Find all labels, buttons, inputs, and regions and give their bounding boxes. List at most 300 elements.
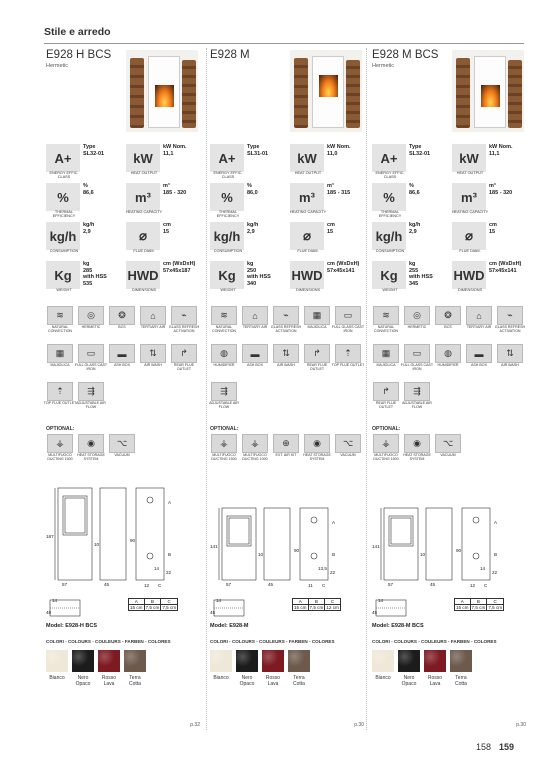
table-cell: 7,5 cm — [162, 605, 177, 610]
colour-swatch — [72, 650, 94, 672]
dimension-label: 90 — [130, 538, 136, 543]
spec-item — [46, 183, 122, 221]
feature-label: FULL GLASS CAST IRON — [400, 363, 434, 371]
feature-label: AIR WASH — [277, 363, 295, 367]
spec-value: kg 255 with HSS 345 — [409, 261, 433, 287]
dimension-label: 10 — [258, 552, 264, 557]
spec-item — [290, 261, 366, 299]
feature-item — [303, 344, 332, 374]
spec-caption: WEIGHT — [382, 288, 398, 292]
spec-value: kW Nom. 11,1 — [489, 144, 513, 157]
colour-name: Terra Cotta — [455, 675, 467, 687]
heating-capacity-icon: m³ — [126, 183, 160, 211]
spec-value: kg/h 2,9 — [83, 222, 95, 235]
dimension-label: 14 — [378, 598, 384, 603]
colour-name: Nero Opaco — [75, 675, 91, 687]
table-header: B — [144, 599, 161, 605]
feature-item — [272, 344, 301, 374]
table-cell: 12 cm — [326, 605, 339, 610]
dimension-label: B — [494, 552, 498, 557]
spec-caption: HEAT OUTPUT — [130, 171, 158, 175]
optional-item — [272, 434, 301, 464]
table-header: B — [308, 599, 325, 605]
dimension-label: 22 — [330, 570, 336, 575]
ash-box-icon: ▬ — [109, 344, 135, 363]
feature-item — [372, 306, 401, 336]
product-name: E928 M — [210, 49, 250, 61]
feature-item — [46, 306, 75, 336]
optional-label-text: MULTIFUOCO DUCTING 1500 — [47, 453, 73, 461]
optional-item — [210, 434, 239, 464]
spec-caption: THERMAL EFFICIENCY — [52, 210, 76, 219]
spec-caption: FLUE DIAM. — [459, 249, 481, 253]
consumption-icon: kg/h — [46, 222, 80, 250]
colour-name: Bianco — [375, 675, 391, 681]
spec-caption: THERMAL EFFICIENCY — [216, 210, 240, 219]
feature-label: GLASS REFRESH ACTIVATION — [168, 325, 200, 333]
technical-drawing — [44, 480, 202, 628]
page-number-left: 158 — [476, 742, 492, 752]
optional-label: OPTIONAL: — [46, 426, 75, 432]
dimensions-icon: HWD — [126, 261, 160, 289]
feature-item — [241, 306, 270, 336]
optional-item — [46, 434, 75, 464]
technical-drawing — [208, 480, 366, 628]
spec-item — [126, 261, 202, 299]
spec-value: cm (WxDxH) 57x45x141 — [327, 261, 360, 274]
spec-value: Type SL31-01 — [247, 144, 269, 157]
dimension-label: B — [332, 552, 336, 557]
spec-item — [126, 144, 202, 182]
spec-item — [126, 183, 202, 221]
optional-label-text: EXT. AIR KIT — [275, 453, 297, 457]
spec-item — [290, 144, 366, 182]
dimension-label: B — [168, 552, 172, 557]
dimension-label: C — [322, 583, 326, 588]
product-subtitle: Hermetic — [46, 63, 69, 69]
feature-item — [434, 344, 463, 374]
feature-item — [465, 344, 494, 374]
dimension-label: 141 — [210, 544, 218, 549]
bcs-icon: ❂ — [109, 306, 135, 325]
colour-swatch — [210, 650, 232, 672]
weight-icon: Kg — [372, 261, 406, 289]
spec-caption: ENERGY EFFIC. CLASS — [213, 171, 243, 180]
feature-label: TERTIARY AIR — [242, 325, 268, 329]
dimension-label: 45 — [268, 582, 274, 587]
full-glass-cast-iron-icon: ▭ — [78, 344, 104, 363]
vacuum-icon: ⌥ — [109, 434, 135, 453]
product-column — [370, 48, 528, 730]
table-cell: 7,5 cm — [471, 605, 486, 610]
feature-item — [496, 306, 525, 336]
spec-item — [452, 144, 528, 182]
spec-caption: CONSUMPTION — [375, 249, 405, 253]
spec-caption: DIMENSIONS — [457, 288, 483, 292]
top-flue-outlet-icon: ⇡ — [335, 344, 361, 363]
column-divider — [206, 48, 207, 730]
spec-caption: HEATING CAPACITY — [125, 210, 163, 214]
optional-label-text: HEAT STORAGE SYSTEM — [77, 453, 105, 461]
table-cell: 15 cm — [130, 605, 143, 610]
tertiary-air-icon: ⌂ — [466, 306, 492, 325]
spec-caption: CONSUMPTION — [213, 249, 243, 253]
colour-swatch — [450, 650, 472, 672]
feature-item — [77, 306, 106, 336]
dimension-label: A — [332, 520, 336, 525]
vacuum-icon: ⌥ — [435, 434, 461, 453]
optional-item — [108, 434, 137, 464]
colour-swatch — [124, 650, 146, 672]
optional-label-text: VACUUM — [340, 453, 356, 457]
feature-label: REAR FLUE OUTLET — [306, 363, 328, 371]
feature-item — [241, 344, 270, 374]
optional-item — [372, 434, 401, 464]
spec-value: m³ 185 - 320 — [163, 183, 187, 196]
dimension-label: 45 — [430, 582, 436, 587]
feature-label: TOP FLUE OUTLET — [43, 401, 77, 405]
spec-item — [46, 261, 122, 299]
tertiary-air-icon: ⌂ — [242, 306, 268, 325]
optional-item — [334, 434, 363, 464]
feature-item — [372, 344, 401, 374]
page-reference: p.30 — [354, 722, 364, 728]
feature-item — [170, 344, 199, 374]
energy-effic-class-icon: A+ — [210, 144, 244, 172]
optional-label-text: HEAT STORAGE SYSTEM — [303, 453, 331, 461]
colour-swatch — [236, 650, 258, 672]
spec-value: m³ 185 - 320 — [489, 183, 513, 196]
spec-caption: ENERGY EFFIC. CLASS — [49, 171, 79, 180]
heating-capacity-icon: m³ — [290, 183, 324, 211]
weight-icon: Kg — [210, 261, 244, 289]
spec-value: cm 15 — [489, 222, 497, 235]
table-header: A — [293, 599, 309, 605]
thermal-efficiency-icon: % — [210, 183, 244, 211]
spec-item — [372, 222, 448, 260]
product-photo — [126, 50, 198, 132]
spec-value: cm (WxDxH) 57x45x187 — [163, 261, 196, 274]
rear-flue-outlet-icon: ↱ — [304, 344, 330, 363]
spec-caption: FLUE DIAM. — [297, 249, 319, 253]
feature-label: ASH BOX — [471, 363, 487, 367]
optional-item — [77, 434, 106, 464]
dimension-label: 141 — [372, 544, 380, 549]
spec-value: cm 15 — [163, 222, 171, 235]
feature-item — [170, 306, 199, 336]
feature-label: BCS — [444, 325, 452, 329]
feature-item — [139, 306, 168, 336]
feature-label: NATURAL CONVECTION — [212, 325, 236, 333]
optional-label-text: MULTIFUOCO DUCTING 1500 — [211, 453, 237, 461]
dimension-label: 14 — [216, 598, 222, 603]
spec-value: kW Nom. 11,1 — [163, 144, 187, 157]
majiolica-icon: ▦ — [304, 306, 330, 325]
dimension-label: A — [168, 500, 172, 505]
optional-item — [403, 434, 432, 464]
dimension-label: 14 — [480, 566, 486, 571]
air-wash-icon: ⇅ — [497, 344, 523, 363]
heat-output-icon: kW — [452, 144, 486, 172]
colour-swatch — [424, 650, 446, 672]
humidifier-icon: ◍ — [435, 344, 461, 363]
feature-label: FULL GLASS CAST IRON — [74, 363, 108, 371]
dimension-label: 45 — [104, 582, 110, 587]
optional-item — [434, 434, 463, 464]
consumption-icon: kg/h — [210, 222, 244, 250]
optional-label-text: MULTIFUOCO DUCTING 1000 — [242, 453, 268, 461]
colours-heading: COLORI - COLOURS - COULEURS - FARBEN - COLORES — [46, 639, 171, 644]
table-header: A — [455, 599, 471, 605]
thermal-efficiency-icon: % — [46, 183, 80, 211]
spec-value: % 86,6 — [83, 183, 94, 196]
feature-item — [74, 344, 108, 374]
heat-storage-system-icon: ◉ — [78, 434, 104, 453]
full-glass-cast-iron-icon: ▭ — [404, 344, 430, 363]
feature-item — [108, 344, 137, 374]
hermetic-icon: ◎ — [78, 306, 104, 325]
spec-value: Type SL32-01 — [83, 144, 105, 157]
dimension-label: 22 — [492, 570, 498, 575]
colour-name: Terra Cotta — [293, 675, 305, 687]
full-glass-cast-iron-icon: ▭ — [335, 306, 361, 325]
table-cell: 7,5 cm — [145, 605, 160, 610]
energy-effic-class-icon: A+ — [372, 144, 406, 172]
spec-item — [210, 222, 286, 260]
spec-value: % 86,6 — [409, 183, 420, 196]
colour-name: Bianco — [49, 675, 65, 681]
dimension-label: 22 — [166, 570, 172, 575]
dimension-label: 57 — [62, 582, 68, 587]
spec-item — [452, 222, 528, 260]
dimension-label: 12 — [144, 583, 150, 588]
ext-air-kit-icon: ⊕ — [273, 434, 299, 453]
spec-item — [210, 183, 286, 221]
colour-swatch — [46, 650, 68, 672]
multifuoco-ducting-1500-icon: ⚶ — [47, 434, 73, 453]
dimension-label: 10 — [420, 552, 426, 557]
spec-caption: WEIGHT — [220, 288, 236, 292]
table-cell: 15 cm — [456, 605, 469, 610]
spec-item — [46, 144, 122, 182]
colour-name: Rosso Lava — [427, 675, 443, 687]
flue-diam-icon: ⌀ — [126, 222, 160, 250]
feature-label: ADJUSTABLE AIR FLOW — [209, 401, 239, 409]
feature-label: MAJIOLICA — [376, 363, 396, 367]
spec-caption: CONSUMPTION — [49, 249, 79, 253]
dimension-label: 187 — [46, 534, 54, 539]
product-photo — [290, 50, 362, 132]
colour-name: Rosso Lava — [101, 675, 117, 687]
glass-refresh-activation-icon: ⌁ — [171, 306, 197, 325]
feature-item — [210, 382, 239, 412]
dimension-label: C — [158, 583, 162, 588]
feature-label: TOP FLUE OUTLET — [331, 363, 365, 367]
feature-item — [465, 306, 494, 336]
product-photo — [452, 50, 524, 132]
feature-item — [77, 382, 106, 412]
optional-label-text: VACUUM — [114, 453, 130, 457]
dimension-label: 90 — [456, 548, 462, 553]
table-header: A — [129, 599, 145, 605]
hermetic-icon: ◎ — [404, 306, 430, 325]
feature-label: ASH BOX — [114, 363, 130, 367]
page-reference: p.30 — [516, 722, 526, 728]
optional-label-text: MULTIFUOCO DUCTING 1500 — [373, 453, 399, 461]
spec-value: kg/h 2,9 — [409, 222, 421, 235]
feature-label: ADJUSTABLE AIR FLOW — [76, 401, 106, 409]
heat-storage-system-icon: ◉ — [404, 434, 430, 453]
technical-drawing — [370, 480, 528, 628]
consumption-icon: kg/h — [372, 222, 406, 250]
feature-label: REAR FLUE OUTLET — [173, 363, 195, 371]
feature-label: ADJUSTABLE AIR FLOW — [402, 401, 432, 409]
natural-convection-icon: ≋ — [211, 306, 237, 325]
colour-name: Rosso Lava — [265, 675, 281, 687]
spec-caption: WEIGHT — [56, 288, 72, 292]
top-flue-outlet-icon: ⇡ — [47, 382, 73, 401]
dimension-label: A — [494, 520, 498, 525]
spec-value: cm 15 — [327, 222, 335, 235]
feature-label: BCS — [118, 325, 126, 329]
feature-item — [403, 382, 432, 412]
feature-label: GLASS REFRESH ACTIVATION — [270, 325, 302, 333]
clearance-table — [128, 598, 178, 611]
dimension-label: 57 — [226, 582, 232, 587]
feature-label: REAR FLUE OUTLET — [375, 401, 397, 409]
natural-convection-icon: ≋ — [47, 306, 73, 325]
dimensions-icon: HWD — [452, 261, 486, 289]
table-header: C — [487, 599, 504, 605]
spec-caption: HEAT OUTPUT — [294, 171, 322, 175]
colour-name: Nero Opaco — [401, 675, 417, 687]
feature-label: HUMIDIFIER — [437, 363, 459, 367]
vacuum-icon: ⌥ — [335, 434, 361, 453]
section-title: Stile e arredo — [44, 26, 111, 38]
flue-diam-icon: ⌀ — [290, 222, 324, 250]
multifuoco-ducting-1500-icon: ⚶ — [211, 434, 237, 453]
spec-caption: HEATING CAPACITY — [289, 210, 327, 214]
feature-label: GLASS REFRESH ACTIVATION — [494, 325, 526, 333]
feature-label: HERMETIC — [407, 325, 427, 329]
colour-swatch — [98, 650, 120, 672]
humidifier-icon: ◍ — [211, 344, 237, 363]
spec-value: kg 250 with HSS 340 — [247, 261, 271, 287]
spec-caption: DIMENSIONS — [295, 288, 321, 292]
feature-label: NATURAL CONVECTION — [48, 325, 72, 333]
weight-icon: Kg — [46, 261, 80, 289]
spec-caption: HEATING CAPACITY — [451, 210, 489, 214]
product-name: E928 M BCS — [372, 49, 439, 61]
majiolica-icon: ▦ — [373, 344, 399, 363]
dimension-label: 10 — [94, 542, 100, 547]
colour-swatch — [398, 650, 420, 672]
dimension-label: 57 — [388, 582, 394, 587]
dimension-label: 48 — [46, 610, 52, 615]
feature-label: MAJIOLICA — [50, 363, 70, 367]
dimension-label: 45 — [210, 610, 216, 615]
spec-item — [210, 144, 286, 182]
feature-item — [331, 306, 365, 336]
product-name: E928 H BCS — [46, 49, 112, 61]
energy-effic-class-icon: A+ — [46, 144, 80, 172]
feature-item — [331, 344, 365, 374]
feature-label: FULL GLASS CAST IRON — [331, 325, 365, 333]
spec-item — [126, 222, 202, 260]
table-header: C — [161, 599, 178, 605]
colours-heading: COLORI - COLOURS - COULEURS - FARBEN - COLORES — [210, 639, 335, 644]
spec-value: kg 285 with HSS 535 — [83, 261, 107, 287]
feature-item — [400, 344, 434, 374]
spec-value: kg/h 2,9 — [247, 222, 259, 235]
spec-value: m³ 185 - 315 — [327, 183, 351, 196]
colour-swatch — [288, 650, 310, 672]
table-cell: 15 cm — [294, 605, 307, 610]
colour-name: Bianco — [213, 675, 229, 681]
spec-item — [372, 183, 448, 221]
table-header: B — [470, 599, 487, 605]
spec-item — [210, 261, 286, 299]
feature-label: TERTIARY AIR — [140, 325, 166, 329]
spec-item — [452, 261, 528, 299]
feature-label: TERTIARY AIR — [466, 325, 492, 329]
feature-item — [46, 344, 75, 374]
bcs-icon: ❂ — [435, 306, 461, 325]
spec-caption: DIMENSIONS — [131, 288, 157, 292]
multifuoco-ducting-1000-icon: ⚶ — [242, 434, 268, 453]
spec-caption: ENERGY EFFIC. CLASS — [375, 171, 405, 180]
table-cell: 7,5 cm — [488, 605, 503, 610]
optional-item — [241, 434, 270, 464]
feature-label: ASH BOX — [247, 363, 263, 367]
product-column — [44, 48, 202, 730]
dimensions-icon: HWD — [290, 261, 324, 289]
page-reference: p.32 — [190, 722, 200, 728]
dimension-label: C — [484, 583, 488, 588]
dimension-label: 14 — [154, 566, 160, 571]
spec-item — [290, 222, 366, 260]
feature-item — [272, 306, 301, 336]
natural-convection-icon: ≋ — [373, 306, 399, 325]
table-header: C — [325, 599, 341, 605]
heat-output-icon: kW — [126, 144, 160, 172]
dimension-label: 12 — [470, 583, 476, 588]
model-label: Model: E928-H BCS — [46, 623, 98, 629]
feature-item — [210, 344, 239, 374]
optional-label: OPTIONAL: — [372, 426, 401, 432]
spec-value: cm (WxDxH) 57x45x141 — [489, 261, 522, 274]
spec-value: kW Nom. 11,0 — [327, 144, 351, 157]
optional-label: OPTIONAL: — [210, 426, 239, 432]
heating-capacity-icon: m³ — [452, 183, 486, 211]
heat-storage-system-icon: ◉ — [304, 434, 330, 453]
spec-caption: THERMAL EFFICIENCY — [378, 210, 402, 219]
feature-item — [108, 306, 137, 336]
air-wash-icon: ⇅ — [273, 344, 299, 363]
feature-label: NATURAL CONVECTION — [374, 325, 398, 333]
flue-diam-icon: ⌀ — [452, 222, 486, 250]
adjustable-air-flow-icon: ⇶ — [404, 382, 430, 401]
heat-output-icon: kW — [290, 144, 324, 172]
feature-item — [372, 382, 401, 412]
colour-swatch — [372, 650, 394, 672]
spec-item — [452, 183, 528, 221]
dimension-label: 11 — [308, 583, 313, 588]
model-label: Model: E928-M BCS — [372, 623, 424, 629]
optional-item — [303, 434, 332, 464]
glass-refresh-activation-icon: ⌁ — [273, 306, 299, 325]
feature-item — [403, 306, 432, 336]
